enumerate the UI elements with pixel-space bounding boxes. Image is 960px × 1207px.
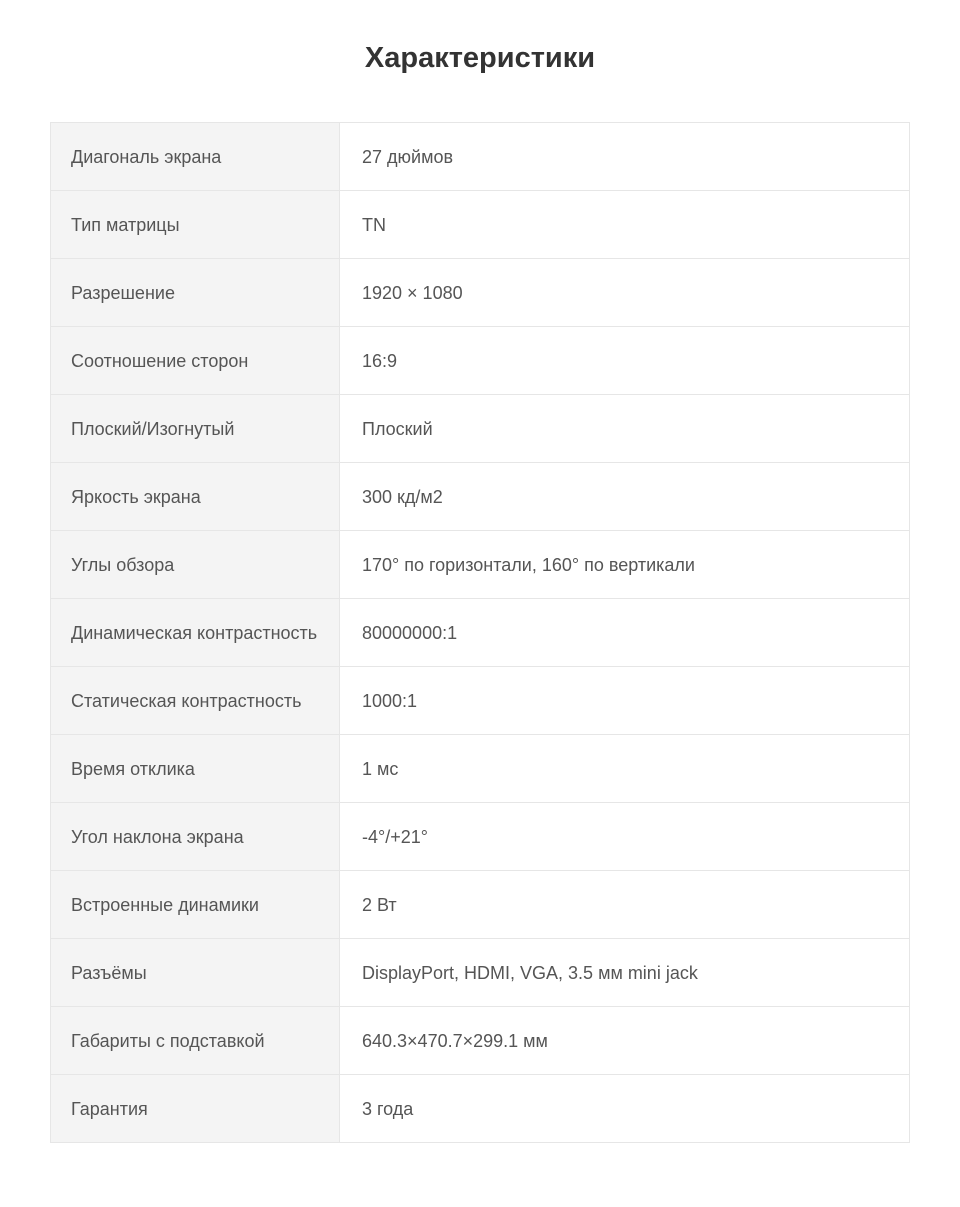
spec-value: 16:9	[340, 327, 910, 395]
spec-value: Плоский	[340, 395, 910, 463]
table-row	[51, 803, 910, 871]
spec-label: Тип матрицы	[51, 191, 340, 259]
spec-table	[50, 122, 910, 1143]
spec-label: Гарантия	[51, 1075, 340, 1143]
spec-label: Время отклика	[51, 735, 340, 803]
table-row	[51, 395, 910, 463]
spec-label: Встроенные динамики	[51, 871, 340, 939]
table-row	[51, 123, 910, 191]
spec-value: -4°/+21°	[340, 803, 910, 871]
spec-value: 1920 × 1080	[340, 259, 910, 327]
spec-value: 1000:1	[340, 667, 910, 735]
spec-value: 2 Вт	[340, 871, 910, 939]
table-row	[51, 939, 910, 1007]
spec-label: Динамическая контрастность	[51, 599, 340, 667]
spec-value: 1 мс	[340, 735, 910, 803]
table-row	[51, 871, 910, 939]
table-row	[51, 191, 910, 259]
spec-label: Яркость экрана	[51, 463, 340, 531]
table-row	[51, 327, 910, 395]
table-row	[51, 1007, 910, 1075]
table-row	[51, 531, 910, 599]
spec-label: Углы обзора	[51, 531, 340, 599]
table-row	[51, 1075, 910, 1143]
spec-value: 640.3×470.7×299.1 мм	[340, 1007, 910, 1075]
spec-label: Габариты с подставкой	[51, 1007, 340, 1075]
spec-value: 3 года	[340, 1075, 910, 1143]
spec-value: 27 дюймов	[340, 123, 910, 191]
spec-table-body	[51, 123, 910, 1143]
table-row	[51, 735, 910, 803]
table-row	[51, 463, 910, 531]
spec-value: 170° по горизонтали, 160° по вертикали	[340, 531, 910, 599]
spec-label: Разрешение	[51, 259, 340, 327]
spec-label: Диагональ экрана	[51, 123, 340, 191]
spec-value: 80000000:1	[340, 599, 910, 667]
table-row	[51, 259, 910, 327]
spec-value: 300 кд/м2	[340, 463, 910, 531]
spec-label: Разъёмы	[51, 939, 340, 1007]
table-row	[51, 599, 910, 667]
spec-label: Статическая контрастность	[51, 667, 340, 735]
spec-label: Угол наклона экрана	[51, 803, 340, 871]
spec-label: Соотношение сторон	[51, 327, 340, 395]
spec-value: TN	[340, 191, 910, 259]
spec-label: Плоский/Изогнутый	[51, 395, 340, 463]
table-row	[51, 667, 910, 735]
spec-value: DisplayPort, HDMI, VGA, 3.5 мм mini jack	[340, 939, 910, 1007]
page-title: Характеристики	[364, 42, 596, 74]
